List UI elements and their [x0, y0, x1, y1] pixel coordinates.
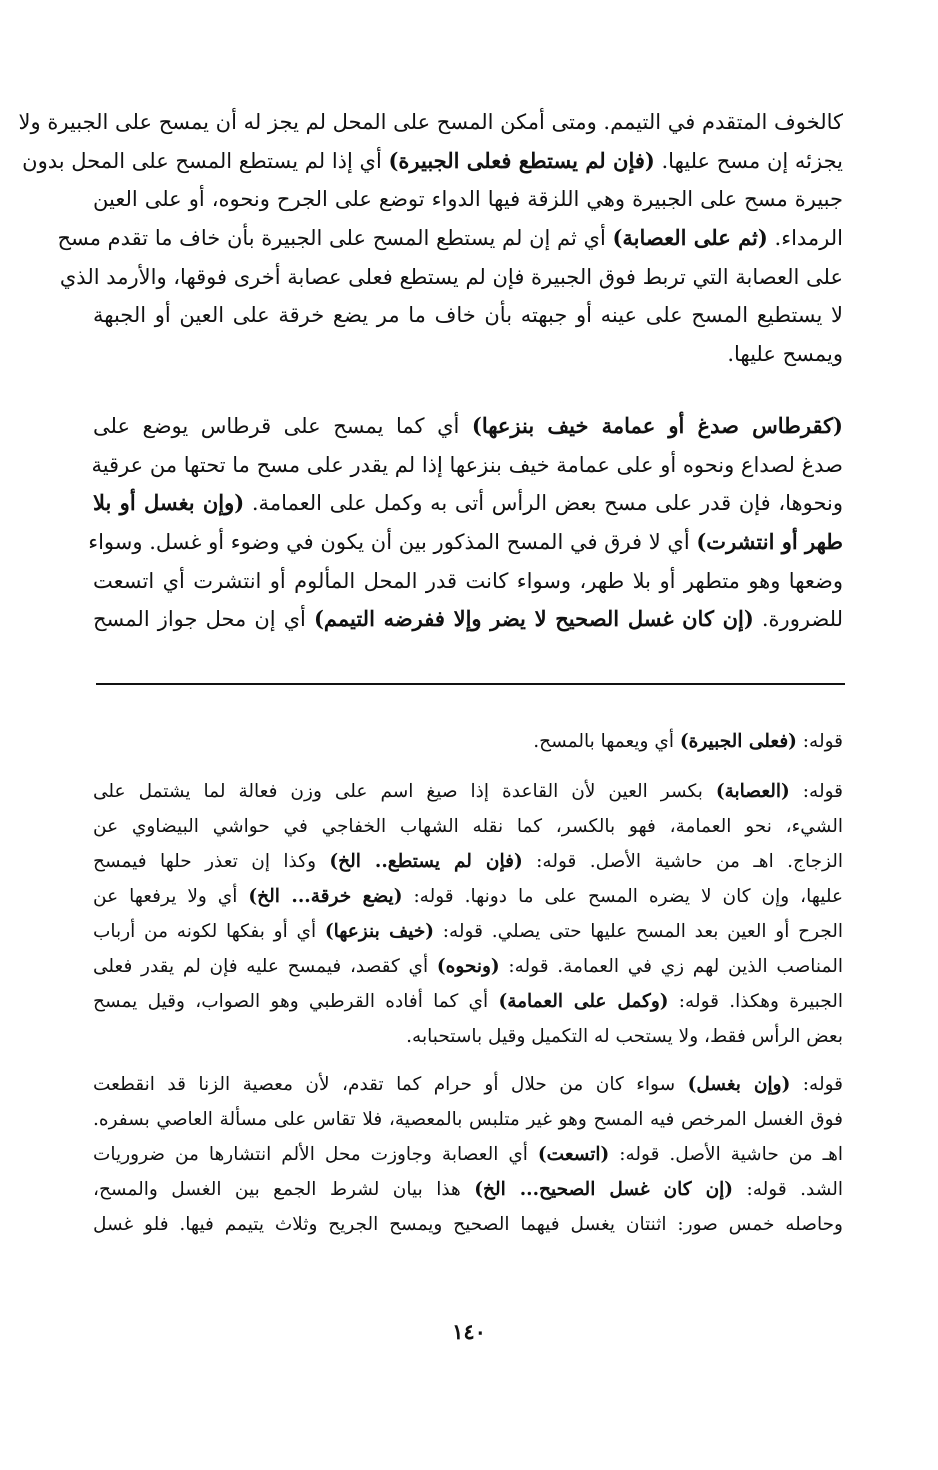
- bold-quote: (إن كان غسل الصحيح لا يضر وإلا ففرضه التيمم): [313, 606, 754, 631]
- bold-quote: طهر أو انتشرت): [696, 529, 843, 554]
- bold-quote: (إن كان غسل الصحيح... الخ): [474, 1179, 734, 1200]
- bold-quote: (وإن بغسل أو بلا: [93, 490, 245, 515]
- bold-quote: (وكمل على العمامة): [498, 991, 669, 1012]
- bold-quote: (فعلى الجبيرة): [679, 731, 797, 752]
- main-line: ويمسح عليها.: [727, 342, 843, 366]
- note-line: قوله: (العصابة) بكسر العين لأن القاعدة إذا صيغ اسم على وزن فعالة لما يشتمل على: [93, 781, 843, 802]
- main-line: ونحوها، فإن قدر على مسح بعض الرأس أتى به وكمل على العمامة. (وإن بغسل أو بلا: [93, 490, 843, 515]
- main-line: جبيرة مسح على الجبيرة وهي اللزقة فيها الدواء توضع على الجرح ونحوه، أو على العين: [93, 187, 843, 211]
- bold-quote: (فإن لم يستطع.. الخ): [329, 851, 523, 872]
- note-line: بعض الرأس فقط، ولا يستحب له التكميل وقيل باستحبابه.: [406, 1026, 843, 1047]
- note-line: فوق الغسل المرخص فيه المسح وهو غير متلبس بالمعصية، فلا تقاس على مسألة العاصي بسفره.: [93, 1109, 843, 1130]
- bold-quote: (العصابة): [715, 781, 790, 802]
- note-line: الجرح أو العين بعد المسح عليها حتى يصلي. قوله: (خيف بنزعها) أي أو بفكها لكونه من أرباب: [93, 921, 843, 942]
- note-line: الشد. قوله: (إن كان غسل الصحيح... الخ) هذا بيان لشرط الجمع بين الغسل والمسح،: [93, 1179, 843, 1200]
- note-line: عليها، وإن كان لا يضره المسح على ما دونها. قوله: (يضع خرقة... الخ) أي ولا يرفعها عن: [93, 886, 843, 907]
- main-line: (كقرطاس صدغ أو عمامة خيف بنزعها) أي كما يمسح على قرطاس يوضع على: [93, 413, 843, 438]
- bold-quote: (ونحوه): [436, 956, 500, 977]
- main-line: كالخوف المتقدم في التيمم. ومتى أمكن المسح على المحل لم يجز له أن يمسح على الجبيرة ولا: [18, 110, 843, 134]
- main-line: يجزئه إن مسح عليها. (فإن لم يستطع فعلى الجبيرة) أي إذا لم يستطع المسح على المحل بدون: [22, 148, 843, 173]
- note-line: الشيء، نحو العمامة، فهو بالكسر، كما نقله الشهاب الخفاجي في حواشي البيضاوي عن: [93, 816, 843, 837]
- main-line: صدغ لصداع ونحوه أو على عمامة خيف بنزعها إذا لم يقدر على مسح ما تحتها من عرقية: [91, 453, 843, 477]
- main-line: طهر أو انتشرت) أي لا فرق في المسح المذكور بين أن يكون في وضوء أو غسل. وسواء: [88, 529, 843, 554]
- note-line: الزجاج. اهـ من حاشية الأصل. قوله: (فإن لم يستطع.. الخ) وكذا إن تعذر حلها فيمسح: [93, 851, 844, 872]
- main-line: لا يستطيع المسح على عينه أو جبهته بأن خاف ما مر يضع خرقة على العين أو الجبهة: [93, 303, 843, 327]
- main-line: وضعها وهو متطهر أو بلا طهر، وسواء كانت قدر المحل المألوم أو انتشرت أي اتسعت: [93, 569, 843, 593]
- note-line: قوله: (وإن بغسل) سواء كان من حلال أو حرام كما تقدم، لأن معصية الزنا قد انقطعت: [93, 1074, 844, 1095]
- bold-quote: (يضع خرقة... الخ): [248, 886, 403, 907]
- main-line: للضرورة. (إن كان غسل الصحيح لا يضر وإلا ففرضه التيمم) أي إن محل جواز المسح: [93, 606, 843, 631]
- bold-quote: (كقرطاس صدغ أو عمامة خيف بنزعها): [471, 413, 843, 438]
- main-line: الرمداء. (ثم على العصابة) أي ثم إن لم يستطع المسح على الجبيرة بأن خاف ما تقدم مسح: [57, 225, 843, 250]
- note-line: الجبيرة وهكذا. قوله: (وكمل على العمامة) أي كما أفاده القرطبي وهو الصواب، وقيل يمسح: [93, 991, 843, 1012]
- main-line: على العصابة التي تربط فوق الجبيرة فإن لم يستطع فعلى عصابة أخرى فوقها، والأرمد الذي: [59, 265, 843, 289]
- page-number: ١٤٠: [452, 1319, 486, 1344]
- note-line: المناصب الذين لهم زي في العمامة. قوله: (ونحوه) أي كقصد، فيمسح عليه فإن لم يقدر فعلى: [93, 956, 843, 977]
- bold-quote: (ثم على العصابة): [612, 225, 768, 250]
- bold-quote: (فإن لم يستطع فعلى الجبيرة): [388, 148, 655, 173]
- bold-quote: (خيف بنزعها): [324, 921, 435, 942]
- bold-quote: (وإن بغسل): [687, 1074, 791, 1095]
- note-line: قوله: (فعلى الجبيرة) أي ويعمها بالمسح.: [533, 731, 843, 752]
- note-line: وحاصله خمس صور: اثنتان يغسل فيهما الصحيح ويمسح الجريح وثلاث يتيمم فيها. فلو غسل: [93, 1214, 843, 1235]
- note-line: اهـ من حاشية الأصل. قوله: (اتسعت) أي العصابة وجاوزت محل الألم انتشارها من ضروريات: [93, 1144, 843, 1165]
- footnote-separator: [96, 683, 845, 685]
- bold-quote: (اتسعت): [537, 1144, 610, 1165]
